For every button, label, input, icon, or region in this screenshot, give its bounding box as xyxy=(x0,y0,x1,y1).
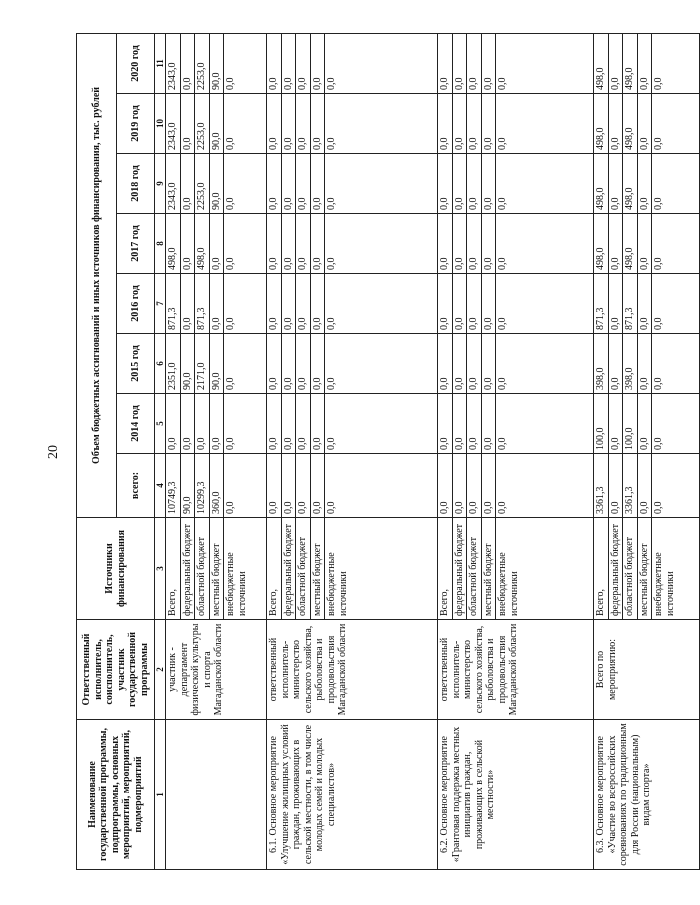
value-year: 0,0 xyxy=(652,154,700,214)
value-year: 0,0 xyxy=(281,94,296,154)
value-year: 0,0 xyxy=(180,214,195,274)
value-year: 0,0 xyxy=(467,94,482,154)
header-year-2019: 2019 год xyxy=(117,94,155,154)
value-year: 0,0 xyxy=(438,274,453,334)
value-year: 0,0 xyxy=(224,274,267,334)
financing-table xyxy=(76,33,700,870)
value-year: 2343,0 xyxy=(166,154,181,214)
value-year: 0,0 xyxy=(652,394,700,454)
value-year: 0,0 xyxy=(224,94,267,154)
table-body xyxy=(166,33,700,869)
executor: участник - департамент физической культуры и спорта Магаданской области xyxy=(166,620,267,720)
table-row xyxy=(438,33,453,869)
value-total: 360,0 xyxy=(209,454,224,518)
value-year: 871,3 xyxy=(166,274,181,334)
value-year: 0,0 xyxy=(195,394,210,454)
column-number: 2 xyxy=(155,620,166,720)
table-row xyxy=(267,33,282,869)
value-year: 0,0 xyxy=(481,214,496,274)
value-year: 0,0 xyxy=(267,394,282,454)
value-total: 0,0 xyxy=(467,454,482,518)
value-year: 0,0 xyxy=(481,334,496,394)
value-year: 0,0 xyxy=(325,274,438,334)
value-year: 2343,0 xyxy=(166,33,181,93)
value-year: 0,0 xyxy=(481,394,496,454)
column-number: 7 xyxy=(155,274,166,334)
value-year: 0,0 xyxy=(281,154,296,214)
value-year: 0,0 xyxy=(496,33,594,93)
value-total: 0,0 xyxy=(608,454,623,518)
activity-name: 6.3. Основное мероприятие «Участие во всероссийских соревнованиях по традиционным для России (национальным) видам спорта» xyxy=(594,720,700,870)
value-year: 498,0 xyxy=(594,214,609,274)
value-year: 0,0 xyxy=(467,334,482,394)
value-total: 0,0 xyxy=(481,454,496,518)
value-year: 0,0 xyxy=(608,274,623,334)
value-year: 498,0 xyxy=(594,154,609,214)
column-number: 3 xyxy=(155,518,166,620)
value-year: 0,0 xyxy=(209,214,224,274)
value-year: 0,0 xyxy=(652,94,700,154)
value-year: 498,0 xyxy=(623,94,638,154)
executor: ответственный исполнитель- министерство сельского хозяйства, рыболовства и продовольствия Магаданской области xyxy=(438,620,594,720)
value-year: 0,0 xyxy=(310,394,325,454)
value-year: 0,0 xyxy=(281,394,296,454)
value-total: 0,0 xyxy=(452,454,467,518)
value-total: 10299,3 xyxy=(195,454,210,518)
value-year: 0,0 xyxy=(481,274,496,334)
value-year: 0,0 xyxy=(608,94,623,154)
value-year: 0,0 xyxy=(209,274,224,334)
value-total: 0,0 xyxy=(296,454,311,518)
value-total: 3361,3 xyxy=(623,454,638,518)
value-year: 0,0 xyxy=(608,33,623,93)
value-year: 0,0 xyxy=(180,33,195,93)
funding-source: Всего, xyxy=(166,518,181,620)
value-year: 0,0 xyxy=(438,394,453,454)
value-total: 0,0 xyxy=(267,454,282,518)
value-year: 0,0 xyxy=(467,214,482,274)
value-year: 0,0 xyxy=(481,94,496,154)
value-year: 0,0 xyxy=(496,94,594,154)
value-year: 0,0 xyxy=(467,33,482,93)
value-year: 90,0 xyxy=(209,94,224,154)
value-year: 0,0 xyxy=(267,334,282,394)
value-year: 0,0 xyxy=(310,334,325,394)
value-year: 0,0 xyxy=(452,334,467,394)
value-total: 0,0 xyxy=(652,454,700,518)
value-year: 498,0 xyxy=(623,33,638,93)
value-year: 0,0 xyxy=(166,394,181,454)
value-total: 0,0 xyxy=(325,454,438,518)
funding-source: областной бюджет xyxy=(467,518,482,620)
header-source: Источники финансирования xyxy=(77,518,155,620)
value-year: 0,0 xyxy=(637,274,652,334)
value-year: 2171,0 xyxy=(195,334,210,394)
value-year: 0,0 xyxy=(637,214,652,274)
value-year: 0,0 xyxy=(496,274,594,334)
column-number: 6 xyxy=(155,334,166,394)
value-year: 0,0 xyxy=(296,94,311,154)
header-executor: Ответственный исполнитель, соисполнитель, участник государственной программы xyxy=(77,620,155,720)
value-year: 0,0 xyxy=(209,394,224,454)
value-year: 0,0 xyxy=(608,154,623,214)
value-year: 0,0 xyxy=(496,214,594,274)
value-year: 871,3 xyxy=(594,274,609,334)
column-number: 5 xyxy=(155,394,166,454)
value-year: 0,0 xyxy=(481,154,496,214)
executor: Всего по мероприятию: xyxy=(594,620,700,720)
value-year: 0,0 xyxy=(180,394,195,454)
activity-name: 6.2. Основное мероприятие «Грантовая поддержка местных инициатив граждан, проживающих в сельской местности» xyxy=(438,720,594,870)
column-number: 8 xyxy=(155,214,166,274)
funding-source: местный бюджет xyxy=(481,518,496,620)
value-year: 0,0 xyxy=(652,33,700,93)
value-year: 0,0 xyxy=(652,334,700,394)
rotated-page xyxy=(76,34,676,870)
value-year: 2253,0 xyxy=(195,94,210,154)
value-year: 498,0 xyxy=(623,154,638,214)
value-year: 0,0 xyxy=(608,394,623,454)
table-row xyxy=(166,33,181,869)
value-year: 0,0 xyxy=(637,334,652,394)
value-year: 0,0 xyxy=(267,94,282,154)
value-year: 0,0 xyxy=(310,214,325,274)
header-year-2016: 2016 год xyxy=(117,274,155,334)
header-program-name: Наименование государственной программы, подпрограммы, основных мероприятий, мероприятий, подмероприятий xyxy=(77,720,155,870)
value-year: 0,0 xyxy=(310,94,325,154)
column-number: 10 xyxy=(155,94,166,154)
value-year: 0,0 xyxy=(310,274,325,334)
funding-source: областной бюджет xyxy=(623,518,638,620)
value-year: 498,0 xyxy=(195,214,210,274)
value-year: 0,0 xyxy=(325,94,438,154)
value-year: 0,0 xyxy=(224,334,267,394)
table-row xyxy=(594,33,609,869)
value-year: 0,0 xyxy=(467,274,482,334)
value-year: 498,0 xyxy=(594,94,609,154)
value-year: 0,0 xyxy=(608,334,623,394)
value-year: 398,0 xyxy=(623,334,638,394)
funding-source: федеральный бюджет xyxy=(180,518,195,620)
value-year: 2351,0 xyxy=(166,334,181,394)
value-year: 871,3 xyxy=(195,274,210,334)
value-year: 0,0 xyxy=(438,154,453,214)
value-year: 0,0 xyxy=(467,394,482,454)
value-year: 0,0 xyxy=(452,33,467,93)
header-year-2017: 2017 год xyxy=(117,214,155,274)
value-year: 0,0 xyxy=(296,214,311,274)
value-year: 0,0 xyxy=(224,394,267,454)
value-year: 0,0 xyxy=(325,394,438,454)
value-year: 0,0 xyxy=(438,334,453,394)
value-year: 0,0 xyxy=(281,214,296,274)
value-year: 0,0 xyxy=(452,214,467,274)
page-number: 20 xyxy=(46,445,61,459)
value-year: 0,0 xyxy=(637,154,652,214)
value-year: 0,0 xyxy=(325,154,438,214)
value-year: 498,0 xyxy=(623,214,638,274)
value-year: 2253,0 xyxy=(195,154,210,214)
value-year: 2343,0 xyxy=(166,94,181,154)
value-year: 0,0 xyxy=(608,214,623,274)
value-year: 0,0 xyxy=(438,33,453,93)
value-year: 0,0 xyxy=(267,274,282,334)
value-year: 2253,0 xyxy=(195,33,210,93)
value-year: 0,0 xyxy=(224,214,267,274)
value-year: 0,0 xyxy=(325,33,438,93)
value-year: 90,0 xyxy=(209,154,224,214)
funding-source: внебюджетные источники xyxy=(496,518,594,620)
value-total: 0,0 xyxy=(281,454,296,518)
funding-source: местный бюджет xyxy=(637,518,652,620)
header-year-2014: 2014 год xyxy=(117,394,155,454)
value-total: 0,0 xyxy=(310,454,325,518)
value-year: 0,0 xyxy=(452,154,467,214)
value-year: 0,0 xyxy=(281,274,296,334)
value-year: 0,0 xyxy=(652,274,700,334)
column-number: 4 xyxy=(155,454,166,518)
header-year-2015: 2015 год xyxy=(117,334,155,394)
activity-name: 6.1. Основное мероприятие «Улучшение жилищных условий граждан, проживающих в сельской местности, в том числе молодых семей и молодых специалистов» xyxy=(267,720,438,870)
funding-source: федеральный бюджет xyxy=(452,518,467,620)
value-year: 0,0 xyxy=(296,154,311,214)
value-year: 498,0 xyxy=(594,33,609,93)
value-total: 3361,3 xyxy=(594,454,609,518)
value-year: 0,0 xyxy=(438,214,453,274)
activity-name xyxy=(166,720,267,870)
value-year: 100,0 xyxy=(623,394,638,454)
value-total: 0,0 xyxy=(496,454,594,518)
funding-source: внебюджетные источники xyxy=(224,518,267,620)
header-year-2020: 2020 год xyxy=(117,33,155,93)
value-year: 0,0 xyxy=(652,214,700,274)
value-year: 0,0 xyxy=(296,394,311,454)
value-total: 0,0 xyxy=(224,454,267,518)
value-year: 0,0 xyxy=(496,394,594,454)
funding-source: федеральный бюджет xyxy=(281,518,296,620)
value-year: 0,0 xyxy=(281,334,296,394)
value-year: 100,0 xyxy=(594,394,609,454)
funding-source: федеральный бюджет xyxy=(608,518,623,620)
value-year: 0,0 xyxy=(281,33,296,93)
value-year: 0,0 xyxy=(467,154,482,214)
value-total: 90,0 xyxy=(180,454,195,518)
funding-source: местный бюджет xyxy=(209,518,224,620)
value-total: 10749,3 xyxy=(166,454,181,518)
value-year: 0,0 xyxy=(267,33,282,93)
value-year: 498,0 xyxy=(166,214,181,274)
column-numbers-row xyxy=(155,33,166,869)
header-financing-volume: Объем бюджетных ассигнований и иных источников финансирования, тыс. рублей xyxy=(77,33,117,517)
value-year: 0,0 xyxy=(496,154,594,214)
value-year: 0,0 xyxy=(481,33,496,93)
value-year: 0,0 xyxy=(267,154,282,214)
header-total: всего: xyxy=(117,454,155,518)
value-year: 871,3 xyxy=(623,274,638,334)
value-year: 0,0 xyxy=(452,274,467,334)
value-year: 0,0 xyxy=(180,274,195,334)
value-year: 0,0 xyxy=(267,214,282,274)
header-year-2018: 2018 год xyxy=(117,154,155,214)
value-year: 0,0 xyxy=(296,334,311,394)
funding-source: внебюджетные источники xyxy=(652,518,700,620)
value-year: 0,0 xyxy=(224,154,267,214)
value-year: 90,0 xyxy=(209,33,224,93)
value-year: 0,0 xyxy=(180,94,195,154)
funding-source: областной бюджет xyxy=(296,518,311,620)
value-year: 398,0 xyxy=(594,334,609,394)
funding-source: местный бюджет xyxy=(310,518,325,620)
value-year: 0,0 xyxy=(296,33,311,93)
value-year: 90,0 xyxy=(180,334,195,394)
value-year: 0,0 xyxy=(637,94,652,154)
value-year: 0,0 xyxy=(452,94,467,154)
executor: ответственный исполнитель- министерство сельского хозяйства, рыболовства и продовольствия Магаданской области xyxy=(267,620,438,720)
column-number: 1 xyxy=(155,720,166,870)
column-number: 11 xyxy=(155,33,166,93)
value-total: 0,0 xyxy=(438,454,453,518)
value-total: 0,0 xyxy=(637,454,652,518)
value-year: 0,0 xyxy=(180,154,195,214)
value-year: 0,0 xyxy=(296,274,311,334)
value-year: 0,0 xyxy=(637,33,652,93)
value-year: 0,0 xyxy=(438,94,453,154)
funding-source: Всего, xyxy=(267,518,282,620)
value-year: 0,0 xyxy=(310,33,325,93)
value-year: 0,0 xyxy=(637,394,652,454)
funding-source: Всего, xyxy=(594,518,609,620)
value-year: 0,0 xyxy=(224,33,267,93)
value-year: 0,0 xyxy=(325,214,438,274)
funding-source: внебюджетные источники xyxy=(325,518,438,620)
funding-source: областной бюджет xyxy=(195,518,210,620)
value-year: 0,0 xyxy=(310,154,325,214)
column-number: 9 xyxy=(155,154,166,214)
value-year: 0,0 xyxy=(325,334,438,394)
value-year: 0,0 xyxy=(452,394,467,454)
value-year: 0,0 xyxy=(496,334,594,394)
funding-source: Всего, xyxy=(438,518,453,620)
value-year: 90,0 xyxy=(209,334,224,394)
